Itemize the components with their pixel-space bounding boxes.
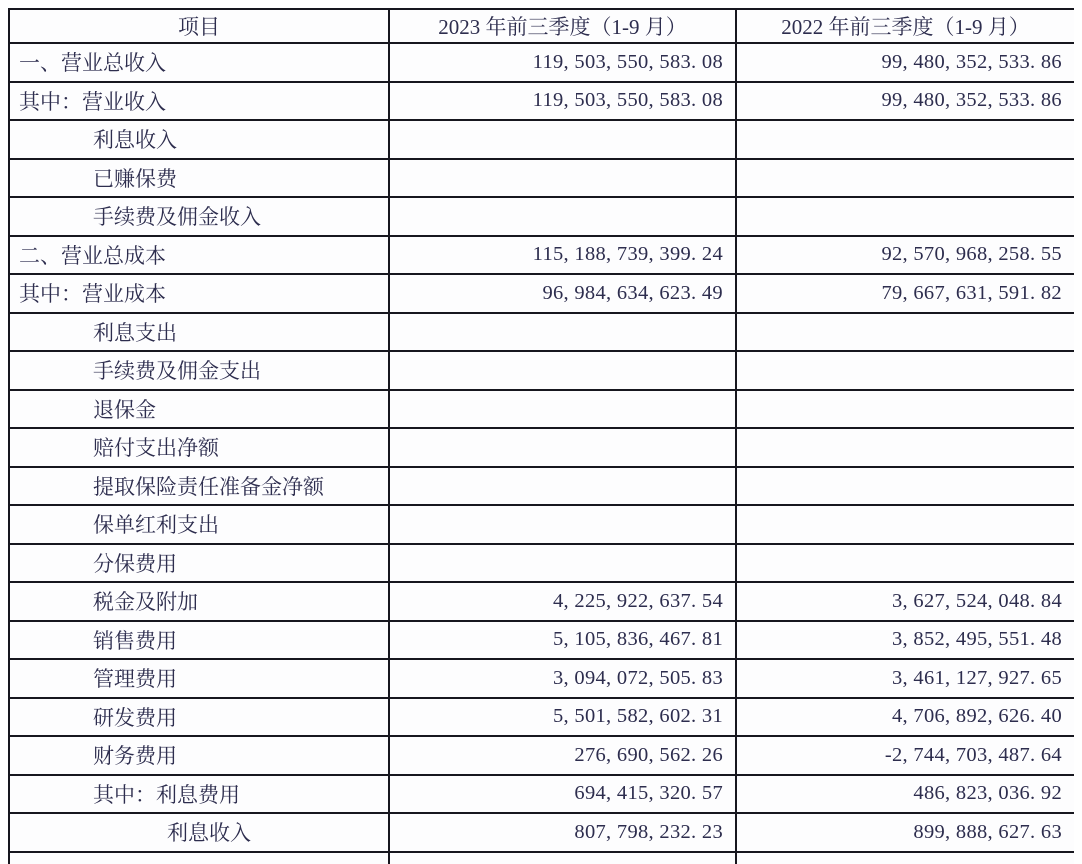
value-2023-cell: 694, 415, 320. 57 — [389, 775, 736, 814]
table-row — [9, 698, 1074, 737]
item-cell: 二、营业总成本 — [9, 236, 389, 275]
value-2022-cell: 99, 480, 352, 533. 86 — [736, 43, 1074, 82]
table-row — [9, 313, 1074, 352]
item-cell: 销售费用 — [9, 621, 389, 660]
table-row — [9, 43, 1074, 82]
item-cell: 其中：利息费用 — [9, 775, 389, 814]
table-body — [9, 43, 1074, 864]
value-2023-cell — [389, 120, 736, 159]
column-header-2022: 2022 年前三季度（1-9 月） — [736, 9, 1074, 43]
value-2023-cell — [389, 159, 736, 198]
item-cell: 研发费用 — [9, 698, 389, 737]
income-statement-table — [8, 8, 1074, 864]
value-2023-cell: 119, 503, 550, 583. 08 — [389, 82, 736, 121]
item-cell — [9, 852, 389, 864]
value-2022-cell — [736, 852, 1074, 864]
table-row — [9, 467, 1074, 506]
value-2022-cell: -2, 744, 703, 487. 64 — [736, 736, 1074, 775]
table-row — [9, 197, 1074, 236]
table-row — [9, 351, 1074, 390]
value-2023-cell: 115, 188, 739, 399. 24 — [389, 236, 736, 275]
item-cell: 财务费用 — [9, 736, 389, 775]
value-2023-cell — [389, 197, 736, 236]
item-cell: 已赚保费 — [9, 159, 389, 198]
table-header-row — [9, 9, 1074, 43]
value-2022-cell: 92, 570, 968, 258. 55 — [736, 236, 1074, 275]
item-cell: 利息收入 — [9, 120, 389, 159]
value-2022-cell: 79, 667, 631, 591. 82 — [736, 274, 1074, 313]
value-2022-cell: 3, 852, 495, 551. 48 — [736, 621, 1074, 660]
value-2022-cell — [736, 120, 1074, 159]
value-2023-cell: 96, 984, 634, 623. 49 — [389, 274, 736, 313]
column-header-item: 项目 — [9, 9, 389, 43]
value-2023-cell: 119, 503, 550, 583. 08 — [389, 43, 736, 82]
partial-table-row — [9, 852, 1074, 864]
table-row — [9, 813, 1074, 852]
value-2022-cell — [736, 390, 1074, 429]
value-2023-cell: 3, 094, 072, 505. 83 — [389, 659, 736, 698]
value-2022-cell: 99, 480, 352, 533. 86 — [736, 82, 1074, 121]
table-row — [9, 505, 1074, 544]
item-cell: 手续费及佣金收入 — [9, 197, 389, 236]
value-2023-cell — [389, 544, 736, 583]
column-header-2023: 2023 年前三季度（1-9 月） — [389, 9, 736, 43]
table-row — [9, 274, 1074, 313]
value-2022-cell: 4, 706, 892, 626. 40 — [736, 698, 1074, 737]
value-2022-cell — [736, 544, 1074, 583]
value-2023-cell — [389, 313, 736, 352]
item-cell: 退保金 — [9, 390, 389, 429]
table-row — [9, 390, 1074, 429]
table-row — [9, 159, 1074, 198]
table-row — [9, 120, 1074, 159]
table-row — [9, 659, 1074, 698]
value-2022-cell — [736, 197, 1074, 236]
table-row — [9, 621, 1074, 660]
value-2023-cell: 5, 105, 836, 467. 81 — [389, 621, 736, 660]
item-cell: 手续费及佣金支出 — [9, 351, 389, 390]
table-row — [9, 236, 1074, 275]
value-2023-cell — [389, 390, 736, 429]
value-2023-cell — [389, 428, 736, 467]
item-cell: 其中：营业收入 — [9, 82, 389, 121]
value-2022-cell — [736, 505, 1074, 544]
value-2022-cell: 899, 888, 627. 63 — [736, 813, 1074, 852]
item-cell: 其中：营业成本 — [9, 274, 389, 313]
value-2023-cell — [389, 505, 736, 544]
item-cell: 利息支出 — [9, 313, 389, 352]
table-row — [9, 82, 1074, 121]
value-2023-cell: 5, 501, 582, 602. 31 — [389, 698, 736, 737]
value-2022-cell — [736, 428, 1074, 467]
item-cell: 利息收入 — [9, 813, 389, 852]
value-2022-cell: 3, 627, 524, 048. 84 — [736, 582, 1074, 621]
value-2023-cell — [389, 351, 736, 390]
value-2022-cell — [736, 313, 1074, 352]
value-2022-cell — [736, 159, 1074, 198]
value-2022-cell — [736, 467, 1074, 506]
table-row — [9, 544, 1074, 583]
value-2023-cell — [389, 467, 736, 506]
statement-sheet — [8, 8, 1074, 864]
item-cell: 赔付支出净额 — [9, 428, 389, 467]
table-row — [9, 582, 1074, 621]
value-2022-cell — [736, 351, 1074, 390]
item-cell: 分保费用 — [9, 544, 389, 583]
item-cell: 保单红利支出 — [9, 505, 389, 544]
value-2023-cell — [389, 852, 736, 864]
value-2022-cell: 3, 461, 127, 927. 65 — [736, 659, 1074, 698]
table-row — [9, 428, 1074, 467]
table-row — [9, 736, 1074, 775]
table-row — [9, 775, 1074, 814]
value-2023-cell: 276, 690, 562. 26 — [389, 736, 736, 775]
item-cell: 管理费用 — [9, 659, 389, 698]
value-2022-cell: 486, 823, 036. 92 — [736, 775, 1074, 814]
item-cell: 一、营业总收入 — [9, 43, 389, 82]
value-2023-cell: 4, 225, 922, 637. 54 — [389, 582, 736, 621]
item-cell: 税金及附加 — [9, 582, 389, 621]
item-cell: 提取保险责任准备金净额 — [9, 467, 389, 506]
value-2023-cell: 807, 798, 232. 23 — [389, 813, 736, 852]
